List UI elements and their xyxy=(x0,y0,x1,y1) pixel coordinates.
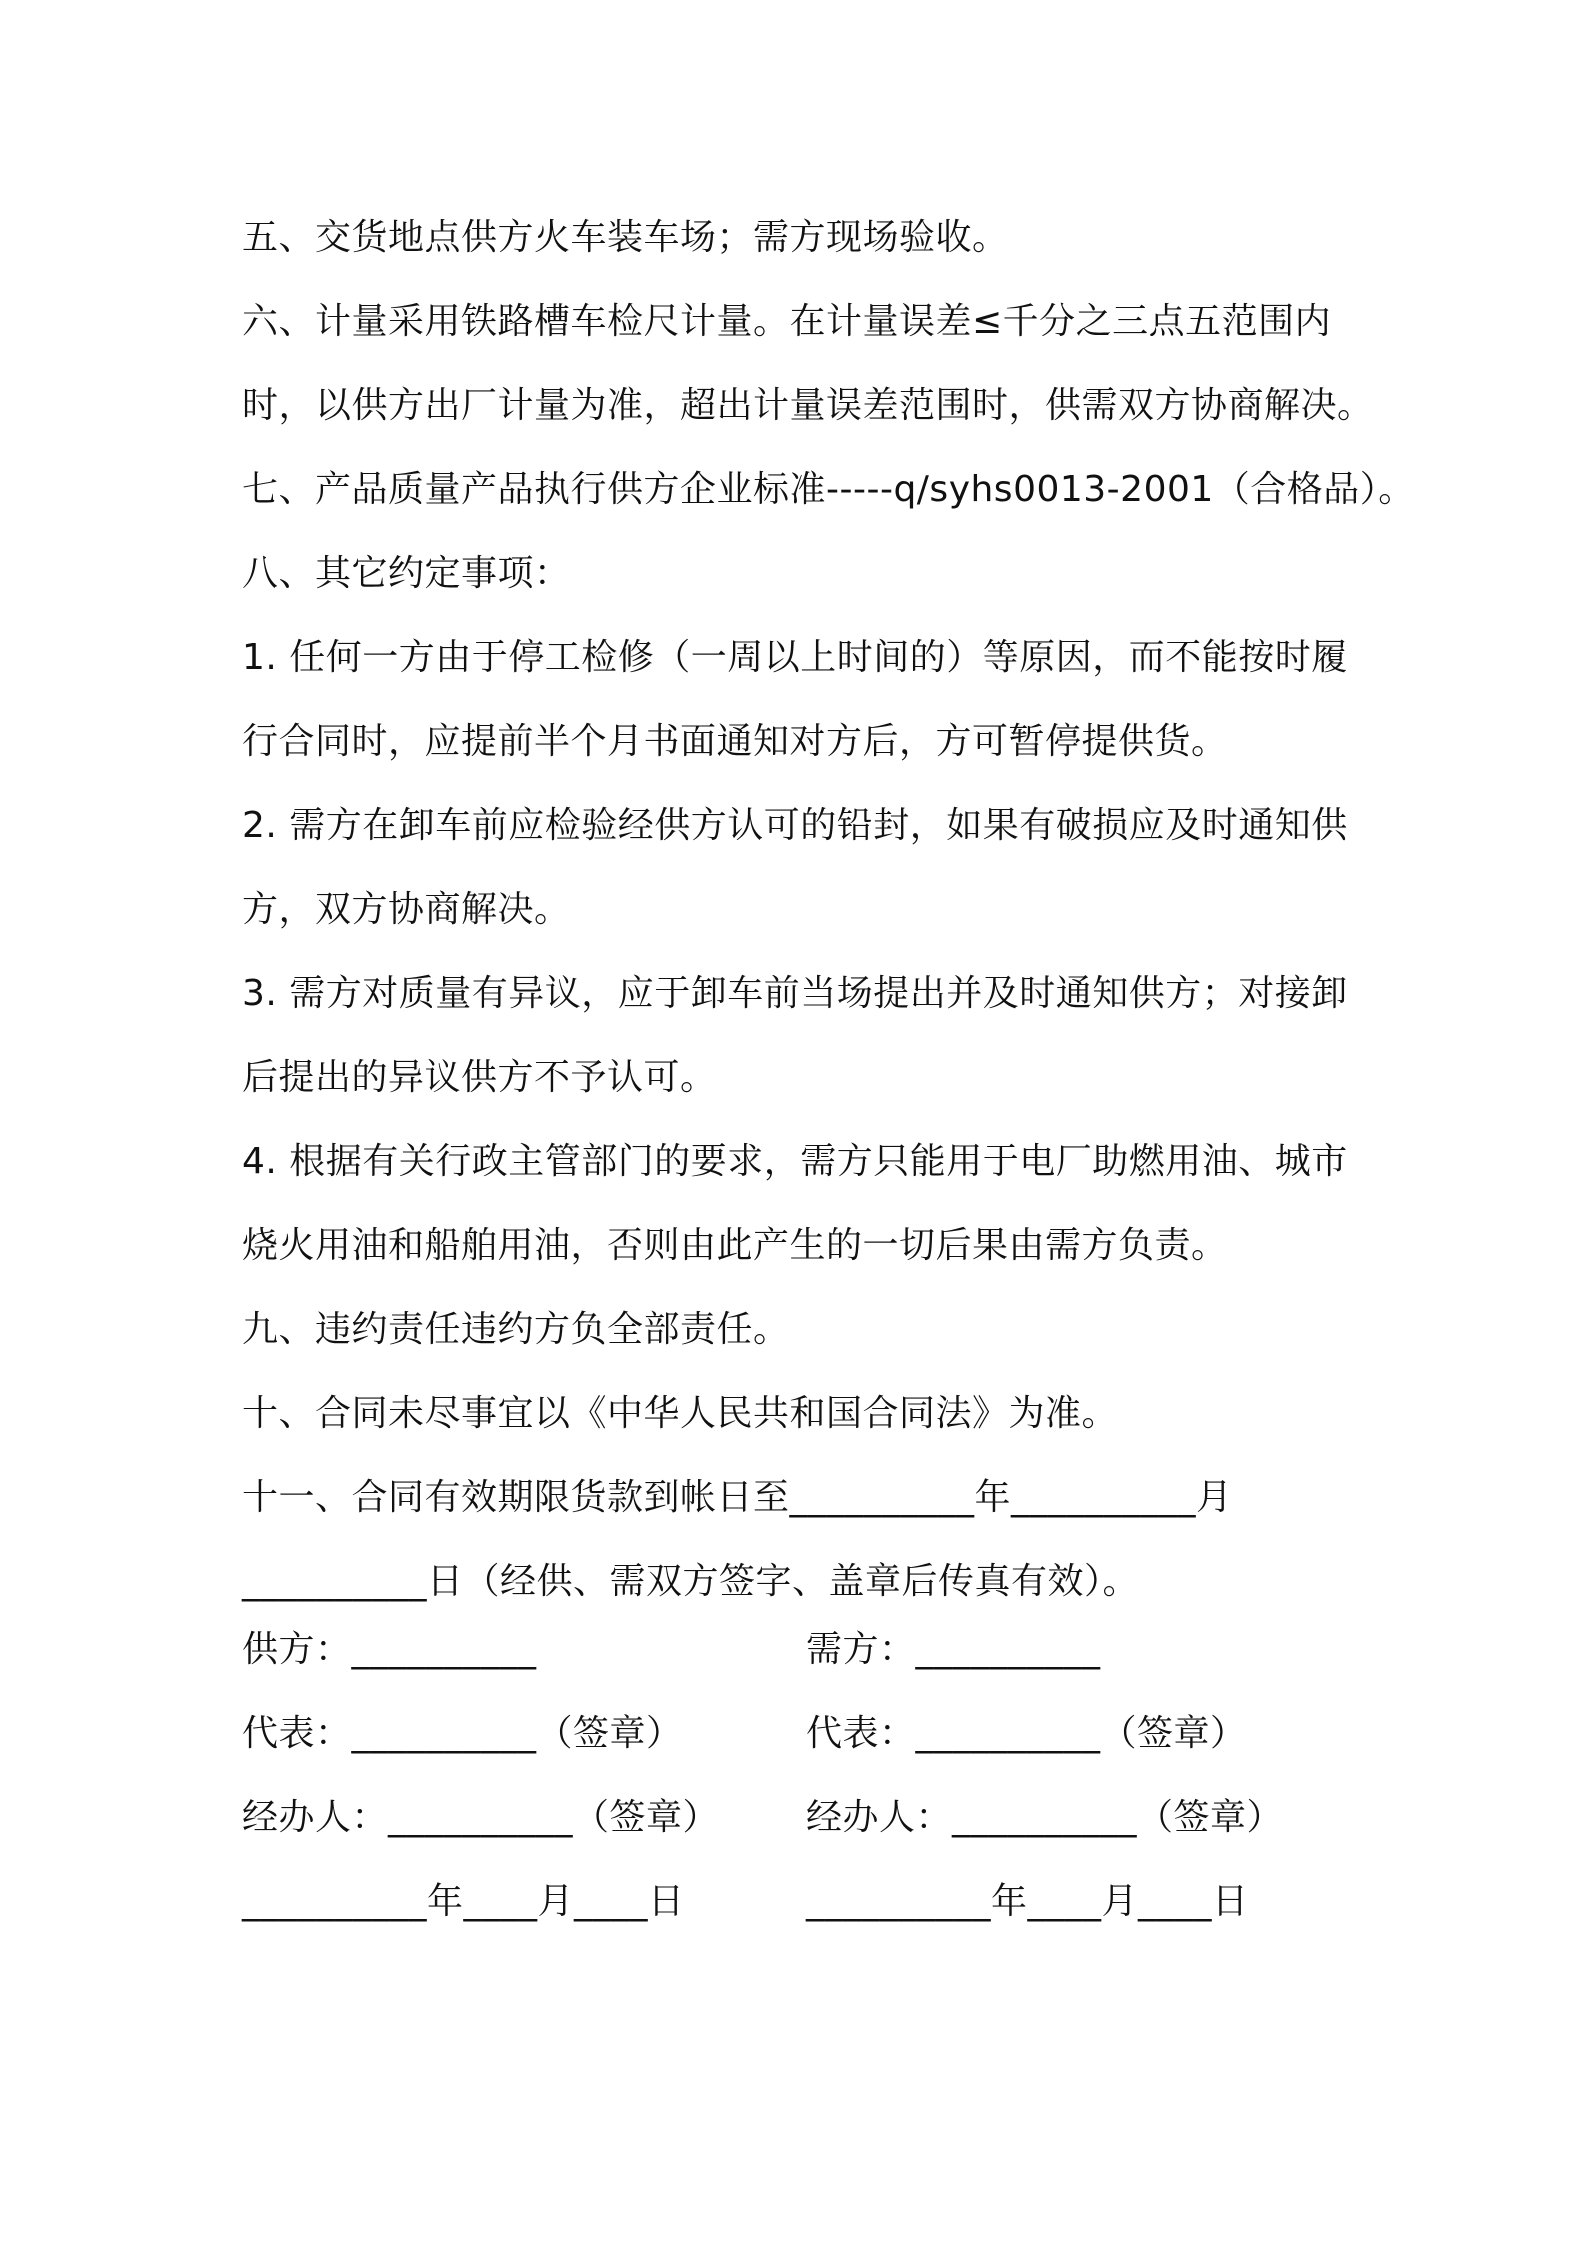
clause-9: 九、违约责任违约方负全部责任。 xyxy=(242,1309,790,1350)
clause-10: 十、合同未尽事宜以《中华人民共和国合同法》为准。 xyxy=(242,1393,1119,1434)
buyer-representative: 代表：__________（签章） xyxy=(806,1713,1247,1754)
clause-8-item-3-line-1: 3. 需方对质量有异议，应于卸车前当场提出并及时通知供方；对接卸 xyxy=(242,973,1348,1014)
supplier-party: 供方：__________ xyxy=(242,1629,537,1670)
signature-row-rep xyxy=(242,1692,1402,1776)
clause-8-heading: 八、其它约定事项： xyxy=(242,553,571,594)
clause-7: 七、产品质量产品执行供方企业标准-----q/syhs0013-2001（合格品）。 xyxy=(242,469,1415,510)
signature-row-party xyxy=(242,1608,1402,1692)
clause-6-line-1: 六、计量采用铁路槽车检尺计量。在计量误差≤千分之三点五范围内 xyxy=(242,301,1332,342)
clause-11-line-2: __________日（经供、需双方签字、盖章后传真有效）。 xyxy=(242,1561,1140,1602)
buyer-handler: 经办人：__________（签章） xyxy=(806,1797,1284,1838)
contract-body xyxy=(242,196,1415,1624)
clause-8-item-3-line-2: 后提出的异议供方不予认可。 xyxy=(242,1057,717,1098)
signature-row-date xyxy=(242,1860,1402,1944)
clause-5: 五、交货地点供方火车装车场；需方现场验收。 xyxy=(242,217,1009,258)
clause-8-item-1-line-2: 行合同时，应提前半个月书面通知对方后，方可暂停提供货。 xyxy=(242,721,1228,762)
signature-row-handler xyxy=(242,1776,1402,1860)
supplier-handler: 经办人：__________（签章） xyxy=(242,1797,720,1838)
signature-block xyxy=(242,1608,1402,1944)
clause-11-line-1: 十一、合同有效期限货款到帐日至__________年__________月 xyxy=(242,1477,1233,1518)
buyer-party: 需方：__________ xyxy=(806,1629,1101,1670)
supplier-representative: 代表：__________（签章） xyxy=(242,1713,683,1754)
clause-8-item-1-line-1: 1. 任何一方由于停工检修（一周以上时间的）等原因，而不能按时履 xyxy=(242,637,1348,678)
clause-6-line-2: 时，以供方出厂计量为准，超出计量误差范围时，供需双方协商解决。 xyxy=(242,385,1374,426)
clause-8-item-4-line-2: 烧火用油和船舶用油，否则由此产生的一切后果由需方负责。 xyxy=(242,1225,1228,1266)
clause-8-item-2-line-1: 2. 需方在卸车前应检验经供方认可的铅封，如果有破损应及时通知供 xyxy=(242,805,1348,846)
clause-8-item-2-line-2: 方，双方协商解决。 xyxy=(242,889,571,930)
supplier-date: __________年____月____日 xyxy=(242,1881,685,1922)
clause-8-item-4-line-1: 4. 根据有关行政主管部门的要求，需方只能用于电厂助燃用油、城市 xyxy=(242,1141,1348,1182)
buyer-date: __________年____月____日 xyxy=(806,1881,1249,1922)
